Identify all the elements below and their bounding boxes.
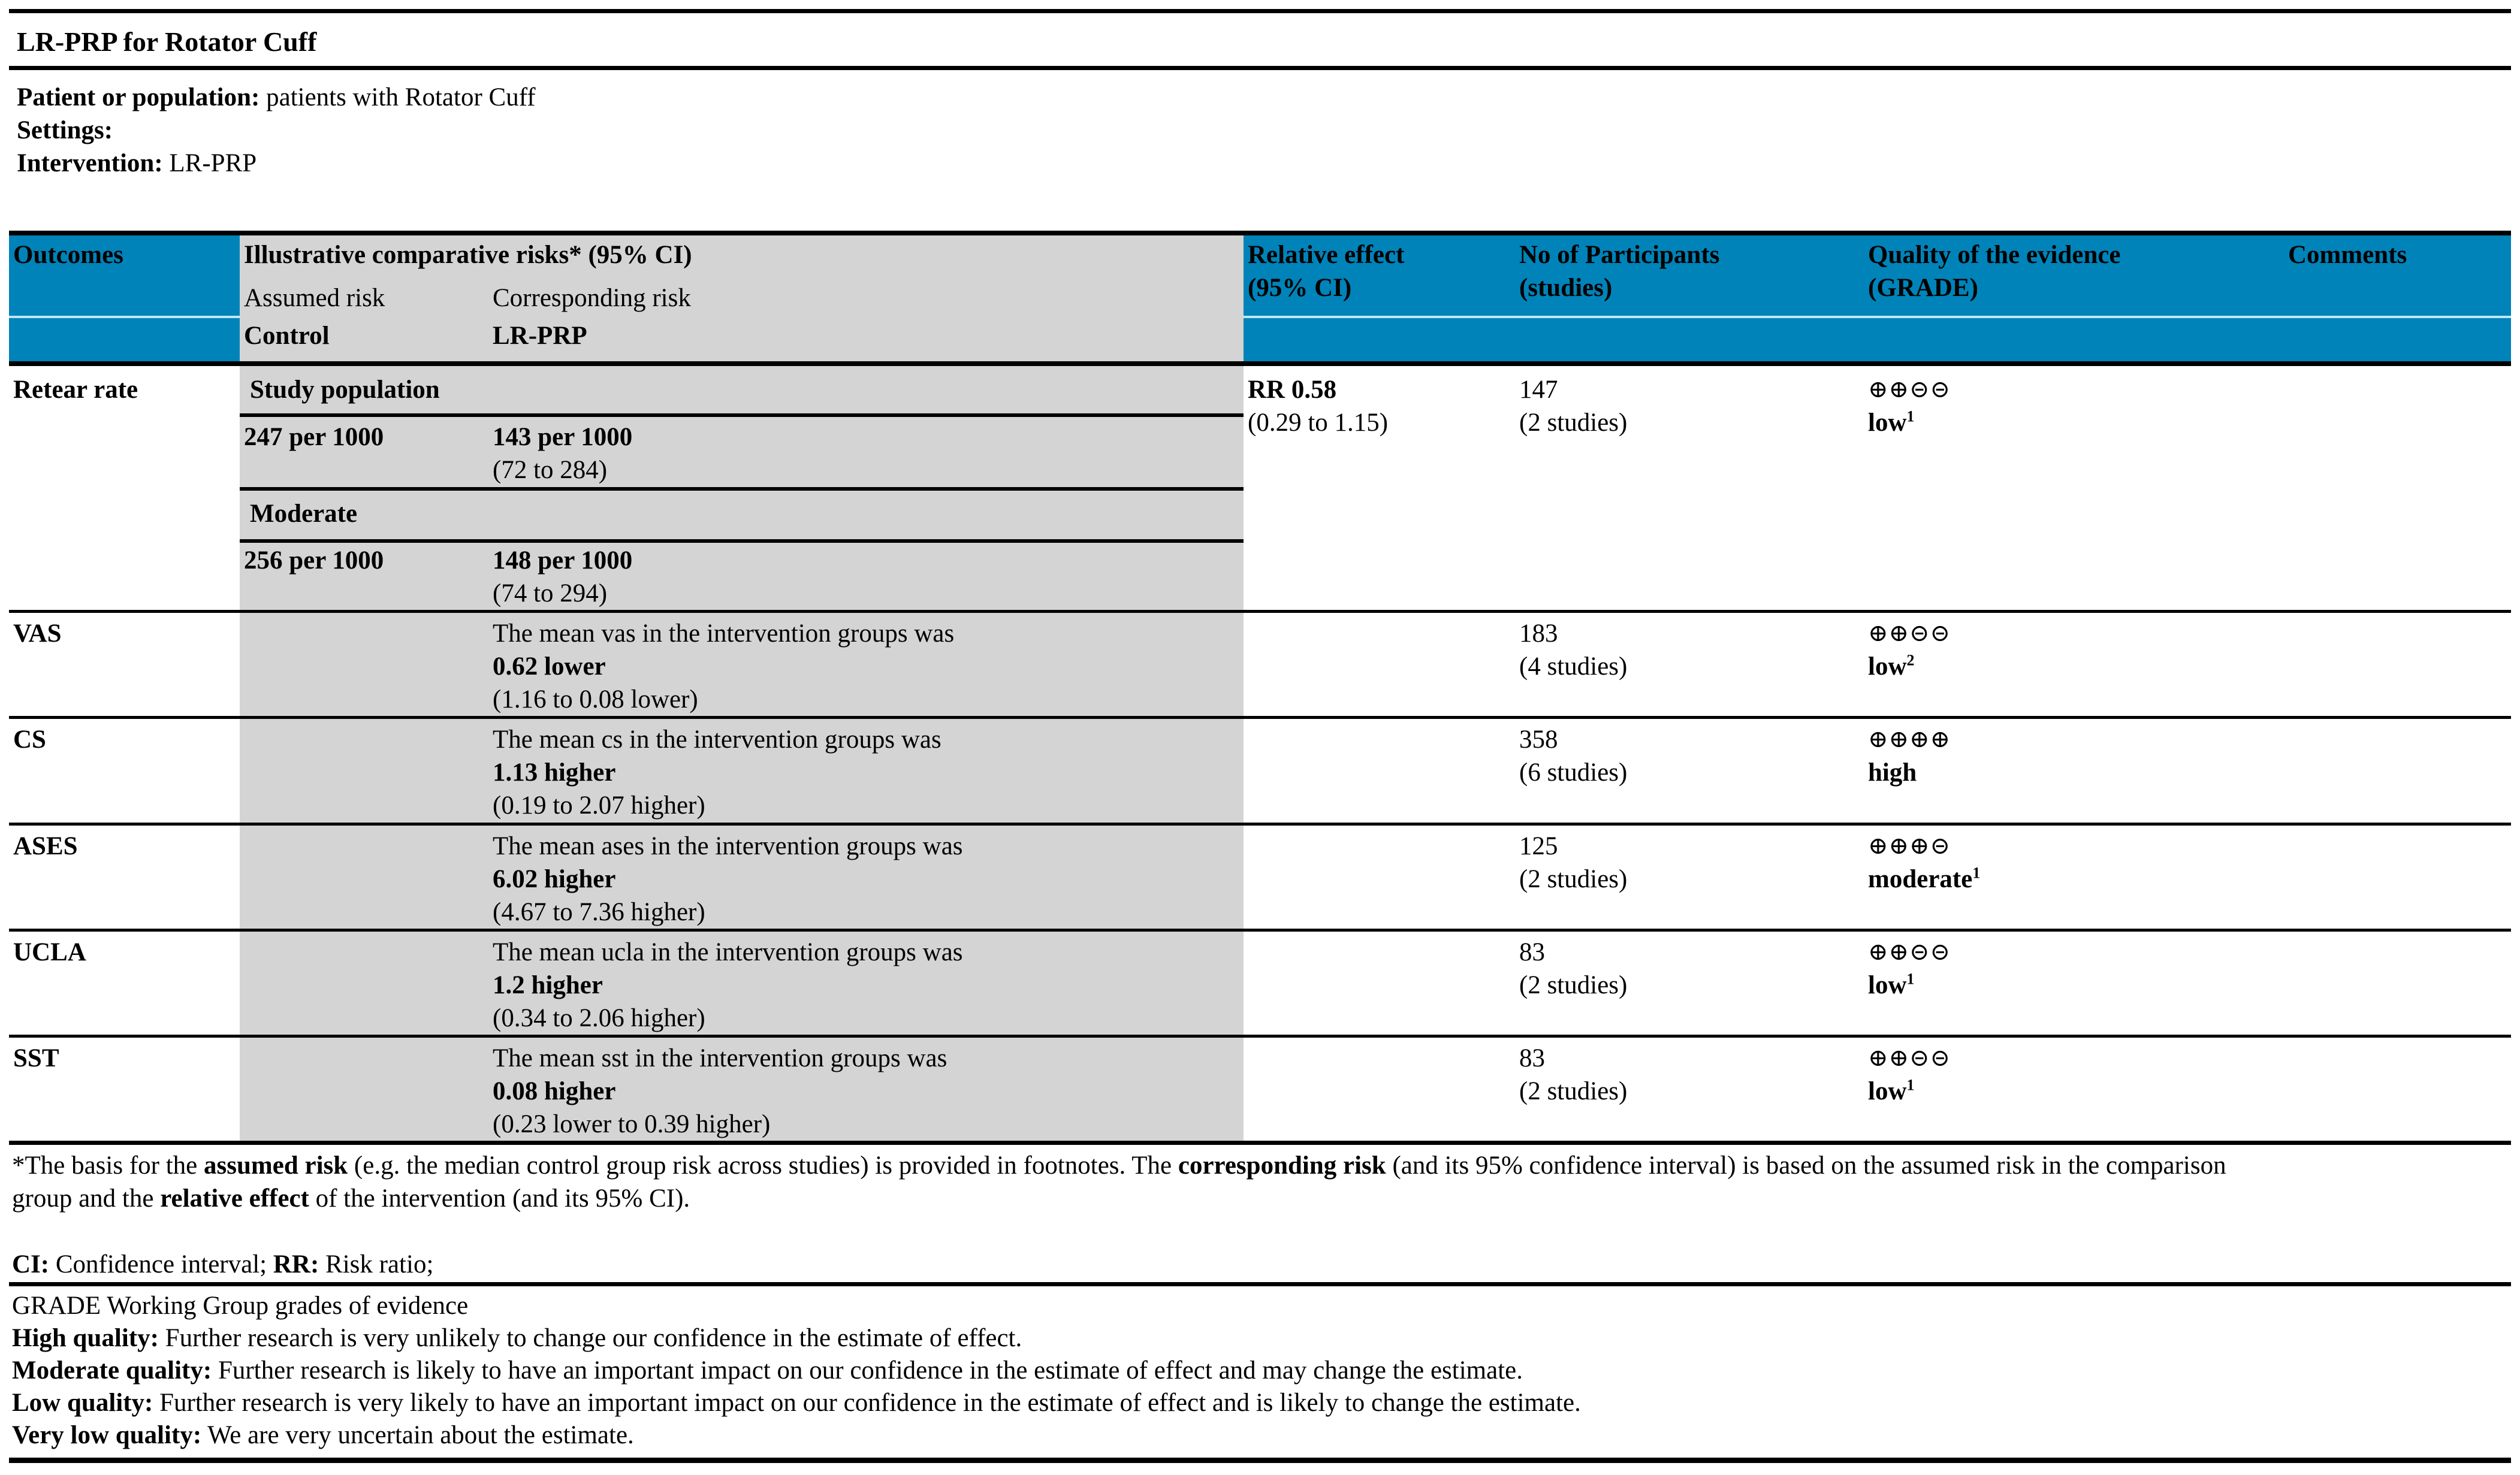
outcome-studies: (2 studies): [1519, 971, 1628, 999]
outcome-effect: 1.2 higher: [493, 971, 603, 999]
header-intervention: LR-PRP: [493, 322, 587, 350]
header-bottom-rule: [9, 361, 2511, 366]
grade-text: low: [1868, 652, 1907, 681]
retear-grade-symbols: ⊕⊕⊝⊝: [1868, 376, 1951, 403]
retear-ci-1: (74 to 294): [493, 579, 608, 607]
grade-legend-very-low: [12, 1419, 634, 1452]
footnote-text: group and the: [12, 1184, 161, 1213]
header-participants: [1519, 238, 1719, 304]
table-bottom-rule: [9, 1141, 2511, 1145]
grade-legend-text: Further research is likely to have an important impact on our confidence in the estimate of effect and may change the estimate.: [212, 1356, 1523, 1385]
title-rule: [9, 66, 2511, 70]
top-rule: [9, 9, 2511, 13]
retear-participants: 147: [1519, 376, 1558, 404]
grade-legend-label: High quality:: [12, 1324, 159, 1352]
retear-group-divider: [240, 487, 1244, 491]
retear-relative-effect: RR 0.58: [1248, 376, 1337, 404]
outcome-grade-label: [1868, 650, 1915, 683]
outcome-effect: 0.62 lower: [493, 652, 606, 681]
grade-text: low: [1868, 971, 1907, 999]
outcome-line1: The mean sst in the intervention groups was: [493, 1044, 947, 1072]
outcome-grade-label: [1868, 969, 1915, 1002]
grade-text: low: [1868, 1077, 1907, 1105]
outcome-grade-symbols: ⊕⊕⊕⊕: [1868, 726, 1951, 753]
intervention-label: Intervention:: [17, 149, 163, 177]
header-participants-line1: No of Participants: [1519, 241, 1720, 269]
settings-label: Settings:: [17, 116, 113, 144]
abbr-rr-label: RR:: [273, 1250, 319, 1278]
intervention-value: LR-PRP: [169, 149, 257, 177]
page-title: LR-PRP for Rotator Cuff: [17, 26, 317, 57]
header-corresponding-risk: Corresponding risk: [493, 284, 691, 312]
outcome-name: ASES: [13, 832, 78, 860]
outcome-name: VAS: [13, 619, 62, 648]
outcome-ci: (0.23 lower to 0.39 higher): [493, 1110, 771, 1138]
outcome-participants: 125: [1519, 832, 1558, 860]
outcome-line1: The mean ases in the intervention groups was: [493, 832, 963, 860]
population-value: patients with Rotator Cuff: [266, 83, 536, 111]
footnote-bold: corresponding risk: [1178, 1151, 1386, 1180]
outcome-studies: (6 studies): [1519, 758, 1628, 787]
outcome-participants: 83: [1519, 938, 1545, 966]
retear-assumed-1: 256 per 1000: [244, 546, 384, 575]
outcome-studies: (4 studies): [1519, 652, 1628, 681]
grade-legend-label: Very low quality:: [12, 1421, 202, 1449]
population-label: Patient or population:: [17, 83, 260, 111]
grade-legend-label: Low quality:: [12, 1389, 153, 1417]
outcome-name: SST: [13, 1044, 59, 1072]
retear-outcome: Retear rate: [13, 376, 138, 404]
outcome-participants: 358: [1519, 726, 1558, 754]
retear-assumed-0: 247 per 1000: [244, 423, 384, 451]
header-relative-effect-line1: Relative effect: [1248, 241, 1405, 269]
population-line: [17, 81, 536, 114]
outcome-effect: 1.13 higher: [493, 758, 616, 787]
header-divider-left: [9, 316, 240, 318]
outcome-ci: (4.67 to 7.36 higher): [493, 898, 705, 926]
footnote-text: (e.g. the median control group risk across studies) is provided in footnotes. The: [348, 1151, 1178, 1180]
retear-corresponding-1: 148 per 1000: [493, 546, 633, 575]
header-assumed-risk: Assumed risk: [244, 284, 385, 312]
grade-legend-text: Further research is very likely to have an important impact on our confidence in the estimate of effect and is likely to change the estimate.: [153, 1389, 1581, 1417]
footnote-bold: relative effect: [160, 1184, 309, 1213]
footnote-basis-line2: [12, 1182, 690, 1215]
grade-legend-text: We are very uncertain about the estimate.: [201, 1421, 634, 1449]
outcome-name: CS: [13, 726, 46, 754]
header-relative-effect-line2: (95% CI): [1248, 274, 1352, 302]
grade-legend-low: [12, 1386, 1581, 1419]
grade-footnote: 1: [1906, 970, 1915, 988]
outcome-grade-symbols: ⊕⊕⊝⊝: [1868, 1044, 1951, 1072]
abbr-ci-label: CI:: [12, 1250, 50, 1278]
header-divider-right: [1244, 316, 2511, 318]
grade-legend-label: Moderate quality:: [12, 1356, 212, 1385]
grade-footnote: 2: [1906, 651, 1915, 669]
retear-grade-label: [1868, 406, 1915, 439]
header-participants-line2: (studies): [1519, 274, 1613, 302]
grade-legend-moderate: [12, 1354, 1523, 1387]
retear-grade-footnote: 1: [1906, 407, 1915, 425]
bottom-rule: [9, 1458, 2511, 1463]
grade-legend-heading: GRADE Working Group grades of evidence: [12, 1292, 469, 1320]
retear-relative-ci: (0.29 to 1.15): [1248, 409, 1389, 437]
outcome-line1: The mean cs in the intervention groups was: [493, 726, 941, 754]
outcome-ci: (0.34 to 2.06 higher): [493, 1004, 705, 1032]
outcome-grade-label: [1868, 1075, 1915, 1108]
footnote-basis-line1: [12, 1149, 2226, 1182]
grade-text: moderate: [1868, 865, 1973, 893]
outcome-grade-symbols: ⊕⊕⊝⊝: [1868, 938, 1951, 966]
retear-group-study-population: Study population: [250, 376, 440, 404]
outcome-grade-label: [1868, 756, 1917, 789]
grade-text: high: [1868, 758, 1917, 787]
retear-studies: (2 studies): [1519, 409, 1628, 437]
retear-grade-text: low: [1868, 409, 1907, 437]
abbr-rr-text: Risk ratio;: [319, 1250, 434, 1278]
outcome-effect: 0.08 higher: [493, 1077, 616, 1105]
footnote-bold: assumed risk: [204, 1151, 348, 1180]
outcome-studies: (2 studies): [1519, 1077, 1628, 1105]
header-quality-line1: Quality of the evidence: [1868, 241, 2121, 269]
outcome-grade-label: [1868, 863, 1980, 896]
footnote-text: of the intervention (and its 95% CI).: [309, 1184, 690, 1213]
grade-footnote: 1: [1906, 1076, 1915, 1094]
outcome-ci: (1.16 to 0.08 lower): [493, 685, 698, 714]
outcome-grade-symbols: ⊕⊕⊝⊝: [1868, 619, 1951, 647]
retear-group-divider: [240, 413, 1244, 417]
header-outcomes: Outcomes: [13, 241, 123, 269]
header-quality: [1868, 238, 2121, 304]
header-relative-effect: [1248, 238, 1404, 304]
footnote-text: (and its 95% confidence interval) is based on the assumed risk in the comparison: [1386, 1151, 2226, 1180]
outcome-participants: 83: [1519, 1044, 1545, 1072]
retear-corresponding-0: 143 per 1000: [493, 423, 633, 451]
grade-legend-text: Further research is very unlikely to change our confidence in the estimate of effect.: [158, 1324, 1022, 1352]
footnote-abbreviations: [12, 1248, 433, 1281]
retear-ci-0: (72 to 284): [493, 456, 608, 484]
outcome-grade-symbols: ⊕⊕⊕⊝: [1868, 832, 1951, 860]
table-top-rule: [9, 231, 2511, 235]
outcome-name: UCLA: [13, 938, 86, 966]
header-comments: Comments: [2288, 241, 2407, 269]
intervention-line: [17, 147, 256, 180]
footnote-text: *The basis for the: [12, 1151, 204, 1180]
retear-group-divider: [240, 539, 1244, 543]
header-control: Control: [244, 322, 330, 350]
outcome-participants: 183: [1519, 619, 1558, 648]
outcome-line1: The mean ucla in the intervention groups was: [493, 938, 963, 966]
header-quality-line2: (GRADE): [1868, 274, 1978, 302]
footnote-rule: [9, 1282, 2511, 1286]
outcome-studies: (2 studies): [1519, 865, 1628, 893]
outcome-ci: (0.19 to 2.07 higher): [493, 791, 705, 820]
grade-footnote: 1: [1972, 864, 1981, 882]
header-illustrative: Illustrative comparative risks* (95% CI): [244, 241, 692, 269]
retear-group-moderate: Moderate: [250, 500, 358, 528]
outcome-effect: 6.02 higher: [493, 865, 616, 893]
abbr-ci-text: Confidence interval;: [49, 1250, 273, 1278]
grade-legend-high: [12, 1322, 1022, 1355]
outcome-line1: The mean vas in the intervention groups was: [493, 619, 955, 648]
settings-line: [17, 114, 113, 147]
